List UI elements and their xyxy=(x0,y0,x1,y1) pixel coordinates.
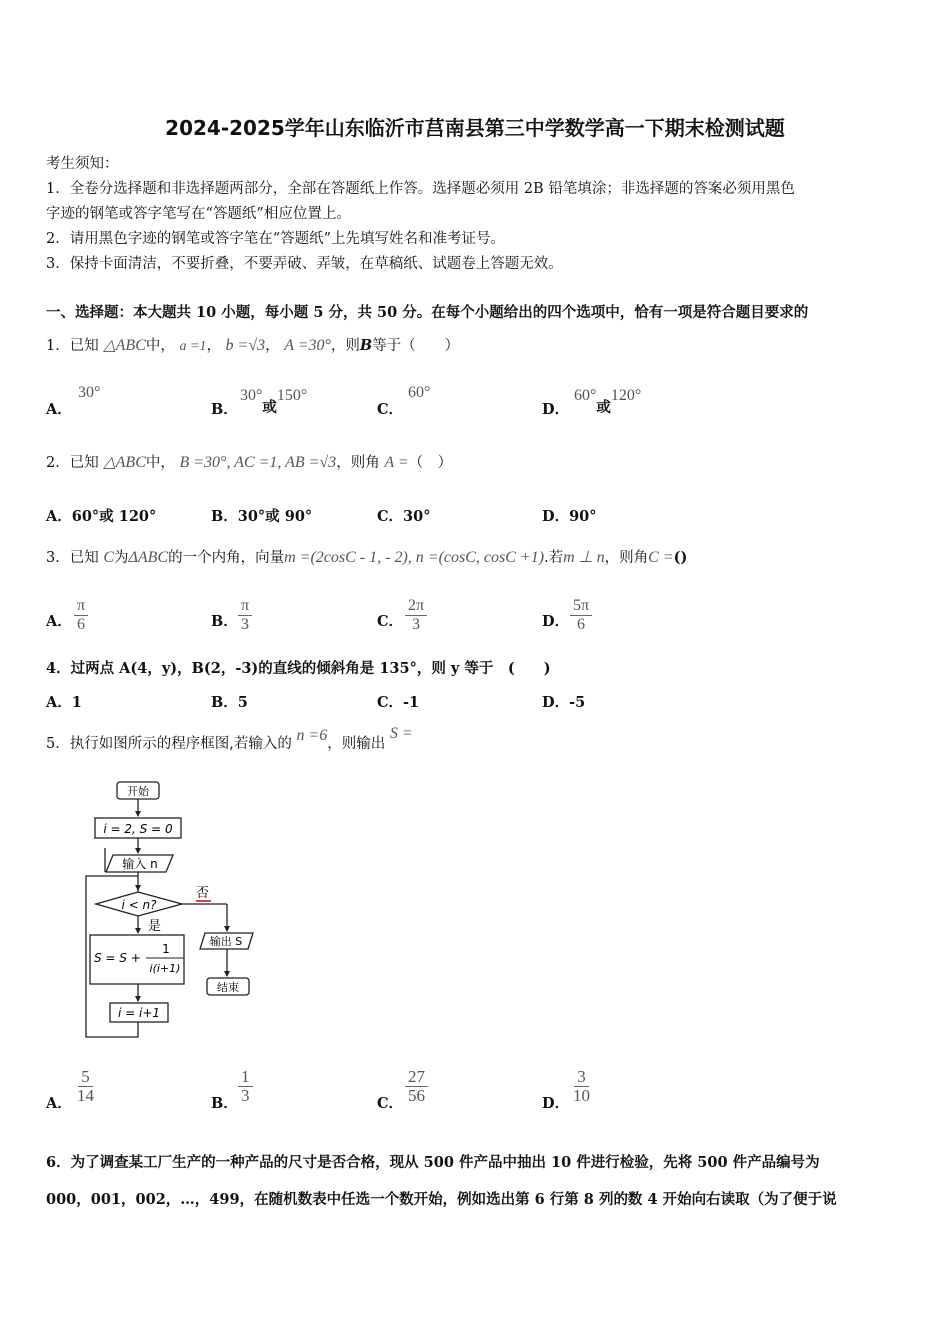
q3-C-eq: C = xyxy=(648,549,674,566)
notice-line-3: 3．保持卡面清洁，不要折叠，不要弄破、弄皱，在草稿纸、试题卷上答题无效。 xyxy=(46,256,563,272)
q5-number: 5． xyxy=(46,736,70,752)
question-2-stem xyxy=(46,449,452,477)
q4-option-b: B．5 xyxy=(211,694,248,711)
q3-text-5: ，则角 xyxy=(604,550,649,566)
q1-option-a: 30° xyxy=(78,384,101,401)
q1-text-1: 已知 xyxy=(69,338,99,354)
q3-text-4: .若 xyxy=(544,550,564,566)
q1-text-2: 中， xyxy=(145,338,175,354)
q3-option-a: $\frac{\pi}{6}$ xyxy=(74,597,88,634)
flow-sum-text: S = S + xyxy=(94,951,141,965)
q5-label-a: A． xyxy=(46,1095,72,1112)
q1-label-c: C． xyxy=(377,401,404,418)
question-5-stem xyxy=(46,725,413,758)
q2-text-4: （ ） xyxy=(408,455,453,471)
question-4-stem: 4．过两点 A(4，y)，B(2，-3)的直线的倾斜角是 135°，则 y 等于 ( ) xyxy=(46,660,551,677)
q3-number: 3． xyxy=(46,550,70,566)
q2-text-2: 中， xyxy=(145,455,175,471)
q1-triangle: △ABC xyxy=(103,337,146,354)
q1-comma-1: ， xyxy=(206,338,221,354)
q1-number: 1． xyxy=(46,338,70,354)
q2-option-a: A．60°或 120° xyxy=(46,508,157,525)
q3-label-d: D． xyxy=(542,613,570,630)
q5-option-a: $\frac{5}{14}$ xyxy=(77,1067,94,1105)
q3-text-6: () xyxy=(673,549,688,566)
q1-option-d-1: 60° xyxy=(574,387,597,404)
q2-conditions: B =30°, AC =1, AB =√3 xyxy=(179,454,337,471)
q1-option-d-or: 或 xyxy=(596,399,611,416)
q3-option-b: $\frac{\pi}{3}$ xyxy=(238,597,252,634)
q2-A: A = xyxy=(384,454,409,471)
question-6-line-1: 6．为了调查某工厂生产的一种产品的尺寸是否合格，现从 500 件产品中抽出 10 件进行检验，先将 500 件产品编号为 xyxy=(46,1154,820,1171)
flow-init-text: i = 2, S = 0 xyxy=(103,822,173,836)
q4-option-c: C．-1 xyxy=(377,694,420,711)
q2-option-c: C．30° xyxy=(377,508,431,525)
q3-triangle: ΔABC xyxy=(128,549,169,566)
q1-option-d xyxy=(574,384,642,416)
q2-text-1: 已知 xyxy=(69,455,99,471)
question-3-stem xyxy=(46,543,687,573)
q1-b: b =√3 xyxy=(225,337,266,354)
q1-label-a: A． xyxy=(46,401,72,418)
notice-heading: 考生须知： xyxy=(46,156,119,172)
q5-option-d: $\frac{3}{10}$ xyxy=(573,1067,590,1105)
q1-B: B xyxy=(359,337,373,354)
program-flowchart xyxy=(80,775,280,1045)
q3-label-a: A． xyxy=(46,613,72,630)
q1-text-3: ，则 xyxy=(330,338,360,354)
q3-text-3: 的一个内角，向量 xyxy=(168,550,285,566)
flow-sum-denominator: i(i+1) xyxy=(149,962,181,975)
q1-label-b: B． xyxy=(211,401,238,418)
q3-label-b: B． xyxy=(211,613,238,630)
q3-label-c: C． xyxy=(377,613,404,630)
q5-text-1: 执行如图所示的程序框图,若输入的 xyxy=(69,736,292,752)
q5-label-d: D． xyxy=(542,1095,570,1112)
flow-start-text: 开始 xyxy=(127,785,149,798)
q3-C: C xyxy=(103,549,115,566)
flow-condition-text: i < n? xyxy=(121,898,157,912)
q2-triangle: △ABC xyxy=(103,454,146,471)
notice-line-1a: 1．全卷分选择题和非选择题两部分，全部在答题纸上作答。选择题必须用 2B 铅笔填涂；非选择题的答案必须用黑色 xyxy=(46,181,795,197)
flow-sum-numerator: 1 xyxy=(162,942,170,956)
section-heading: 一、选择题：本大题共 10 小题，每小题 5 分，共 50 分。在每个小题给出的四个选项中，恰有一项是符合题目要求的 xyxy=(46,304,809,321)
q1-A: A =30° xyxy=(284,337,331,354)
q1-option-b-or: 或 xyxy=(262,399,277,416)
q3-option-d: $\frac{5\pi}{6}$ xyxy=(570,597,592,634)
q3-text-2: 为 xyxy=(114,550,129,566)
question-1-stem xyxy=(46,332,459,361)
q5-option-b: $\frac{1}{3}$ xyxy=(238,1068,253,1105)
q5-option-c: $\frac{27}{56}$ xyxy=(405,1068,428,1105)
q3-option-c: $\frac{2\pi}{3}$ xyxy=(405,597,427,634)
q5-S: S = xyxy=(389,725,413,742)
q5-label-c: C． xyxy=(377,1095,404,1112)
flow-input-text: 输入 n xyxy=(122,857,158,871)
flow-no-label: 否 xyxy=(196,886,210,901)
q1-label-d: D． xyxy=(542,401,570,418)
q5-n: n =6 xyxy=(296,727,328,744)
q1-option-d-2: 120° xyxy=(610,387,642,404)
q1-a: a =1 xyxy=(179,339,207,354)
flow-yes-label: 是 xyxy=(148,919,162,934)
q2-option-b: B．30°或 90° xyxy=(211,508,313,525)
flow-increment-text: i = i+1 xyxy=(117,1006,161,1020)
q2-text-3: ，则角 xyxy=(336,455,380,471)
page-title: 2024-2025学年山东临沂市莒南县第三中学数学高一下期末检测试题 xyxy=(165,116,785,140)
q1-option-c: 60° xyxy=(408,384,431,401)
q1-comma-2: ， xyxy=(265,338,280,354)
notice-line-1b: 字迹的钢笔或答字笔写在“答题纸”相应位置上。 xyxy=(46,206,351,222)
flow-end-text: 结束 xyxy=(217,981,239,994)
q5-text-2: ，则输出 xyxy=(327,736,386,752)
q4-option-a: A．1 xyxy=(46,694,82,711)
q1-option-b-2: 150° xyxy=(276,387,308,404)
notice-line-2: 2．请用黑色字迹的钢笔或答字笔在“答题纸”上先填写姓名和准考证号。 xyxy=(46,231,506,247)
q2-option-d: D．90° xyxy=(542,508,597,525)
q1-option-b xyxy=(240,384,308,416)
q1-option-b-1: 30° xyxy=(240,387,263,404)
flow-output-text: 输出 S xyxy=(209,935,243,948)
q3-text-1: 已知 xyxy=(69,550,99,566)
q1-text-4: 等于（ ） xyxy=(372,338,460,354)
q4-option-d: D．-5 xyxy=(542,694,586,711)
q5-label-b: B． xyxy=(211,1095,238,1112)
q3-perpendicular: m ⊥ n xyxy=(563,549,605,566)
question-6-line-2: 000，001，002，…，499，在随机数表中任选一个数开始，例如选出第 6 行第 8 列的数 4 开始向右读取（为了便于说 xyxy=(46,1191,837,1208)
q3-vectors: m =(2cosC - 1, - 2), n =(cosC, cosC +1) xyxy=(284,549,545,566)
q2-number: 2． xyxy=(46,455,70,471)
